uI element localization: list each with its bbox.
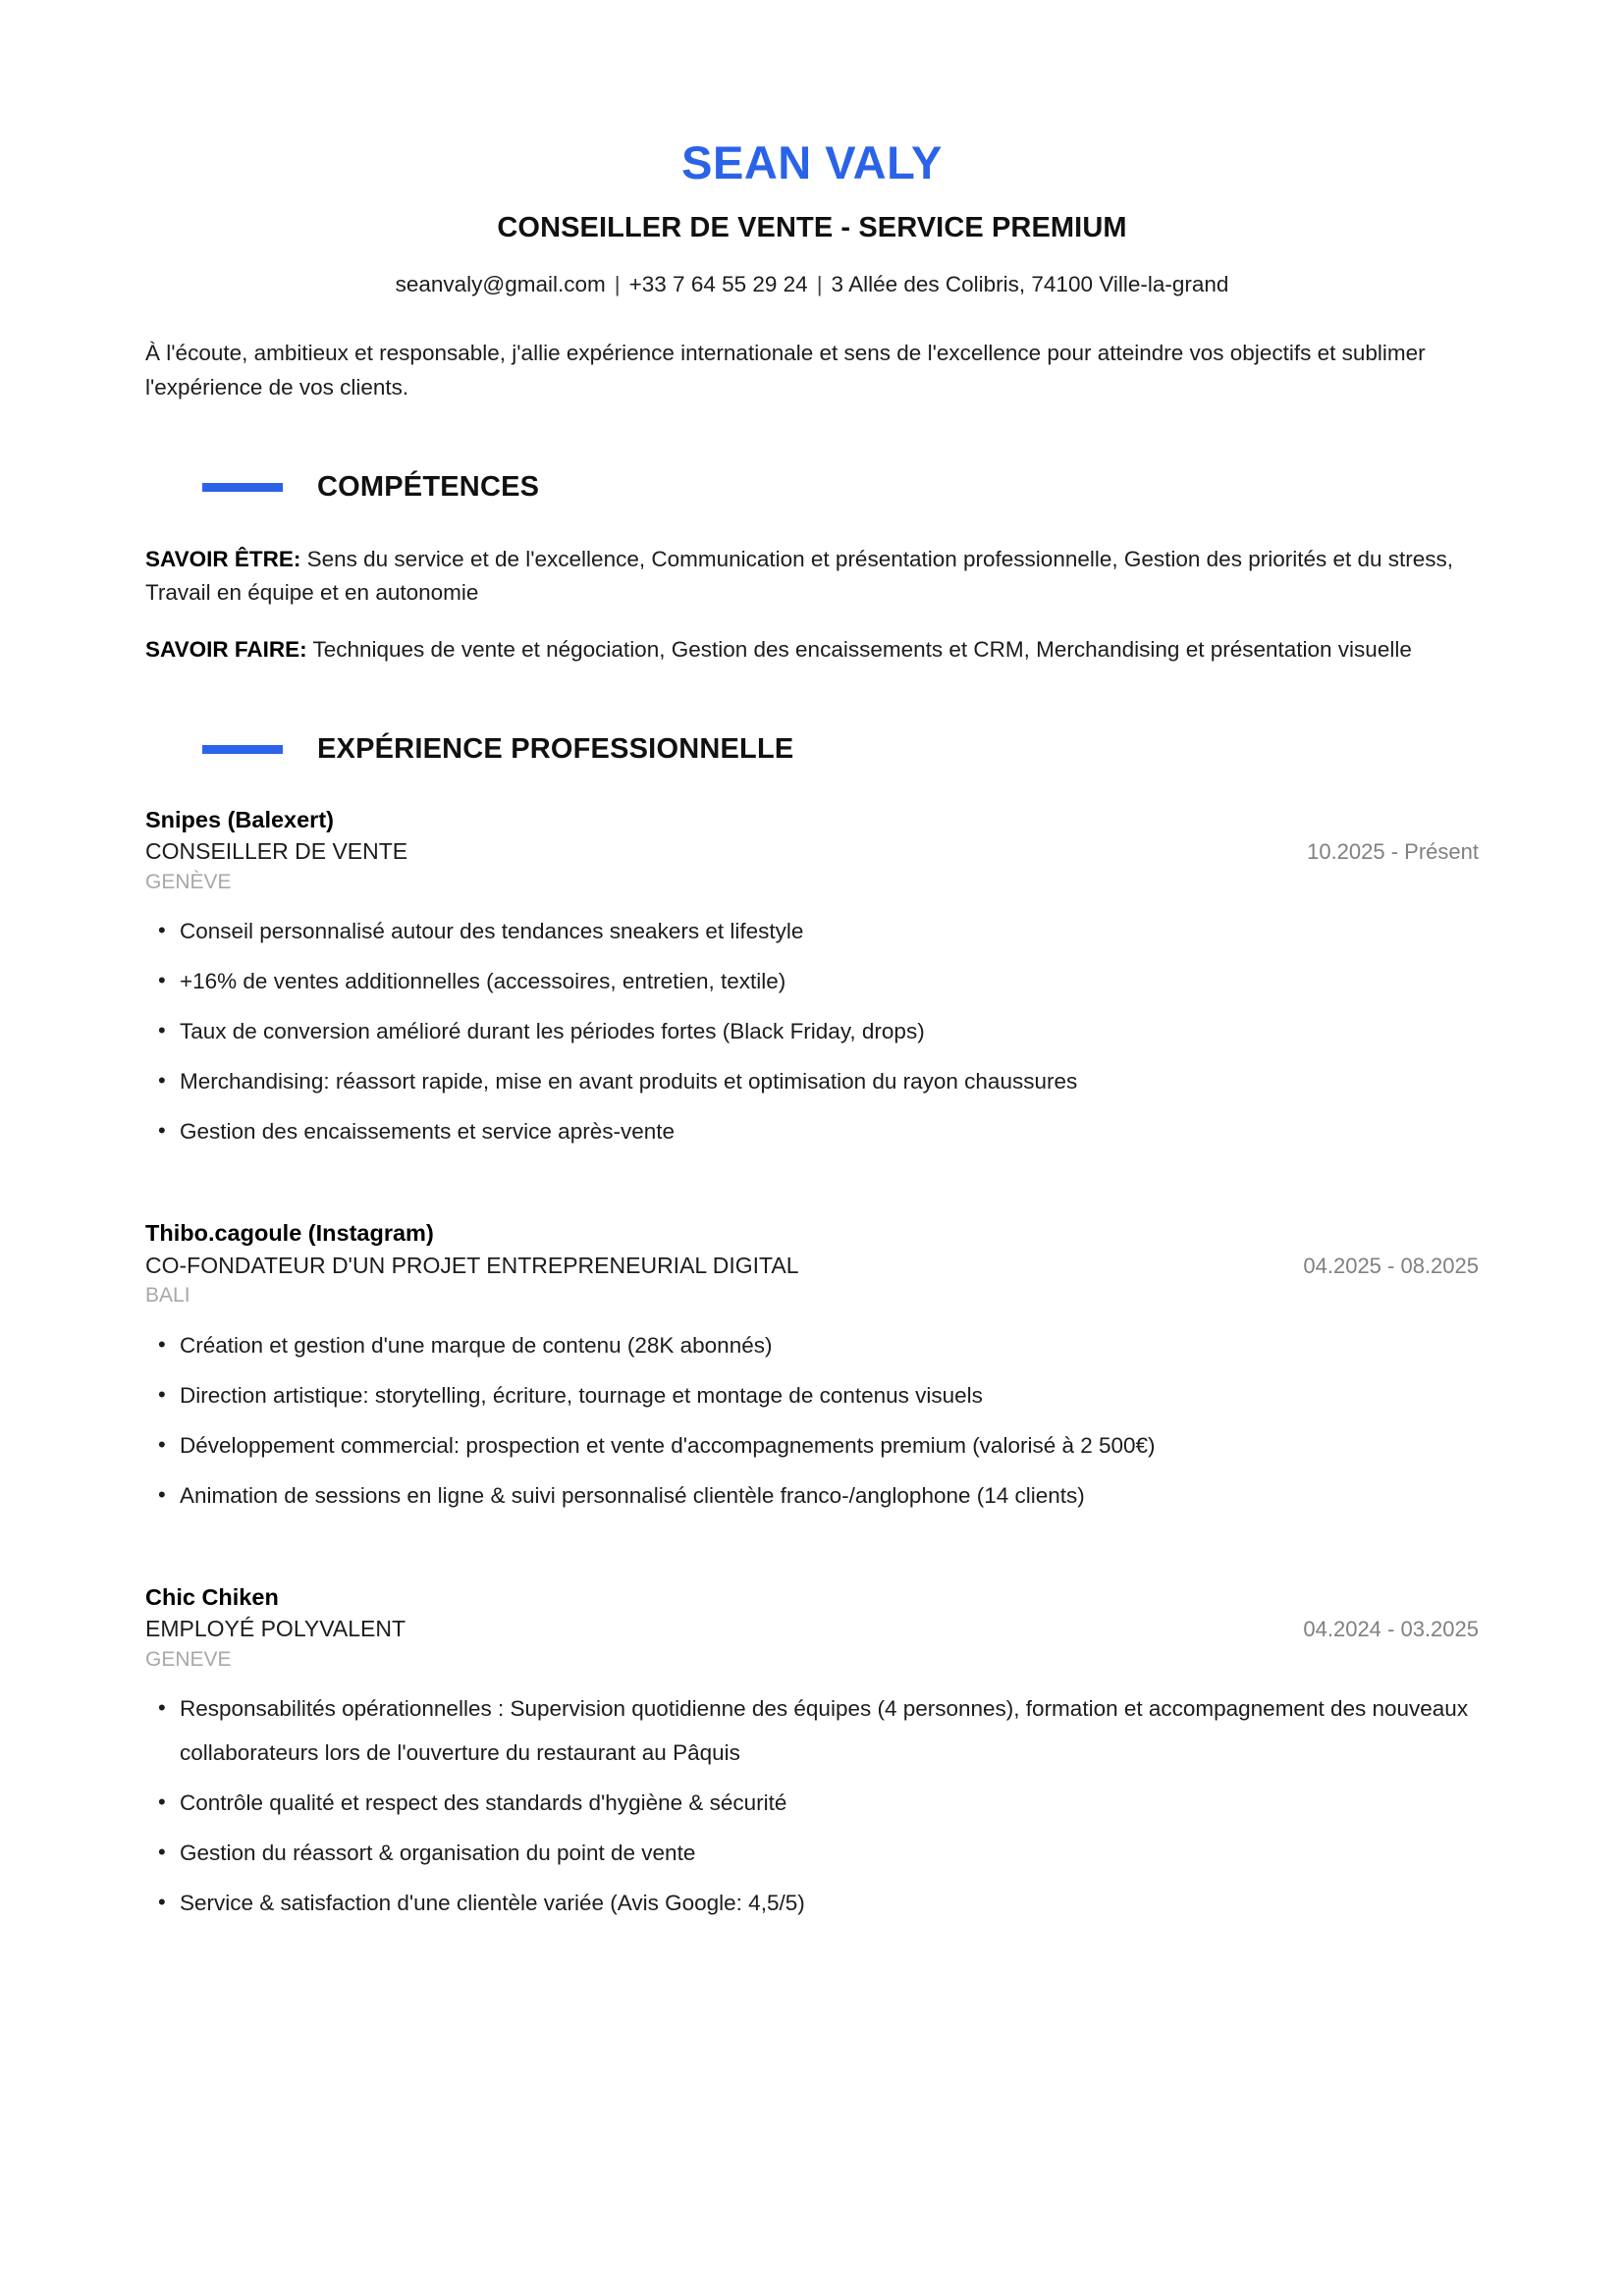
section-experience: [145, 711, 1479, 1926]
candidate-job-title: CONSEILLER DE VENTE - SERVICE PREMIUM: [497, 211, 1127, 243]
job-dates: 04.2024 - 03.2025: [1303, 1617, 1479, 1642]
job-bullet-list: [145, 1686, 1479, 1925]
job-role: CO-FONDATEUR D'UN PROJET ENTREPRENEURIAL DIGITAL: [145, 1252, 799, 1278]
job-bullet: • Responsabilités opérationnelles : Supervision quotidienne des équipes (4 personnes), formation et accompagnement des nouveaux collaborateurs lors de l'ouverture du restaurant au Pâquis: [145, 1686, 1479, 1775]
experience-item: [145, 1218, 1479, 1518]
skill-value-savoir-etre: Sens du service et de l'excellence, Communication et présentation professionnelle, Gestion des priorités et du stress, Travail en équipe et en autonomie: [145, 546, 1454, 606]
candidate-name: SEAN VALY: [681, 136, 943, 188]
section-competences: [145, 448, 1479, 667]
skill-savoir-etre: [145, 543, 1479, 612]
accent-bar-icon: [202, 745, 283, 754]
contact-separator-2: |: [816, 272, 823, 297]
job-company: Snipes (Balexert): [145, 806, 334, 832]
contact-line: [145, 270, 1479, 298]
job-company: Thibo.cagoule (Instagram): [145, 1220, 434, 1247]
job-role-row: [145, 1252, 1479, 1280]
job-bullet: • Gestion du réassort & organisation du point de vente: [145, 1831, 1479, 1875]
section-header-experience: [145, 711, 1479, 789]
job-dates: 04.2025 - 08.2025: [1303, 1253, 1479, 1278]
job-bullet: • Développement commercial: prospection et vente d'accompagnements premium (valorisé à 2 500€): [145, 1423, 1479, 1468]
job-bullet: • Gestion des encaissements et service après-vente: [145, 1109, 1479, 1153]
job-bullet: • Conseil personnalisé autour des tendances sneakers et lifestyle: [145, 909, 1479, 953]
skill-value-savoir-faire: Techniques de vente et négociation, Gestion des encaissements et CRM, Merchandising et présentation visuelle: [306, 636, 1412, 662]
section-title-experience: EXPÉRIENCE PROFESSIONNELLE: [317, 732, 794, 765]
job-company: Chic Chiken: [145, 1583, 279, 1610]
skill-label-savoir-faire: SAVOIR FAIRE:: [145, 636, 307, 662]
job-bullet: • Animation de sessions en ligne & suivi personnalisé clientèle franco-/anglophone (14 clients): [145, 1473, 1479, 1518]
job-bullet: • +16% de ventes additionnelles (accessoires, entretien, textile): [145, 959, 1479, 1003]
job-bullet-list: [145, 1323, 1479, 1518]
job-bullet: • Service & satisfaction d'une clientèle variée (Avis Google: 4,5/5): [145, 1881, 1479, 1925]
job-dates: 10.2025 - Présent: [1307, 839, 1479, 865]
job-bullet: • Merchandising: réassort rapide, mise en avant produits et optimisation du rayon chaussures: [145, 1059, 1479, 1103]
job-bullet: • Contrôle qualité et respect des standards d'hygiène & sécurité: [145, 1781, 1479, 1825]
job-role-row: [145, 837, 1479, 866]
job-role: EMPLOYÉ POLYVALENT: [145, 1616, 406, 1642]
job-role-row: [145, 1615, 1479, 1643]
contact-address: 3 Allée des Colibris, 74100 Ville-la-grand: [831, 272, 1229, 297]
contact-separator-1: |: [614, 272, 621, 297]
experience-item: [145, 1582, 1479, 1926]
skill-savoir-faire: [145, 633, 1479, 667]
experience-item: [145, 805, 1479, 1154]
resume-header: [145, 0, 1479, 299]
section-title-competences: COMPÉTENCES: [317, 470, 540, 503]
job-bullet-list: [145, 909, 1479, 1153]
job-bullet: • Direction artistique: storytelling, écriture, tournage et montage de contenus visuels: [145, 1373, 1479, 1417]
job-location: BALI: [145, 1284, 190, 1308]
job-location: GENEVE: [145, 1648, 232, 1672]
job-role: CONSEILLER DE VENTE: [145, 838, 408, 865]
section-header-competences: [145, 448, 1479, 526]
contact-email[interactable]: seanvaly@gmail.com: [395, 272, 606, 297]
contact-phone[interactable]: +33 7 64 55 29 24: [628, 272, 808, 297]
job-bullet: • Création et gestion d'une marque de contenu (28K abonnés): [145, 1323, 1479, 1367]
skill-label-savoir-etre: SAVOIR ÊTRE:: [145, 546, 301, 571]
profile-summary: À l'écoute, ambitieux et responsable, j'allie expérience internationale et sens de l'excellence pour atteindre vos objectifs et sublimer l'expérience de vos clients.: [145, 340, 1426, 400]
job-location: GENÈVE: [145, 870, 232, 893]
job-bullet: • Taux de conversion amélioré durant les périodes fortes (Black Friday, drops): [145, 1009, 1479, 1053]
accent-bar-icon: [202, 483, 283, 492]
